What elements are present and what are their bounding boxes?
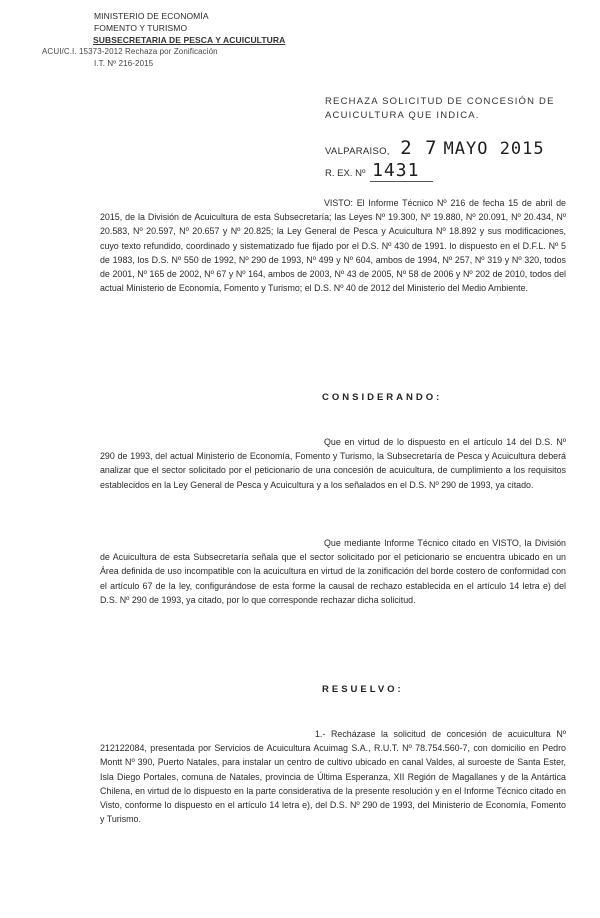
resolution-number-line <box>325 160 433 181</box>
ministry-name: MINISTERIO DE ECONOMÍA <box>94 11 209 21</box>
considerando-paragraph-2: Que mediante Informe Técnico citado en VISTO, la División de Acuicultura de esta Subsecretaría señala que el sector solicitado por el peticionario se encuentra ubicado en un Área definida de uso incompatible con la acuicultura en virtud de la zonificación del borde costero de conformidad con el artículo 67 de la ley, configurándose de esta forme la causal de rechazo establecida en el artículo 14 letra e) del D.S. Nº 290 de 1993, ya citado, por lo que corresponde rechazar dicha solicitud. <box>100 538 566 605</box>
date-month-year: MAYO 2015 <box>443 139 545 159</box>
technical-report-ref: I.T. Nº 216-2015 <box>94 59 154 68</box>
file-reference: ACUI/C.I. 15373-2012 Rechaza por Zonificación <box>42 47 218 56</box>
date-stamp <box>400 139 544 159</box>
resolution-prefix: R. EX. Nº <box>325 168 366 179</box>
resolution-subject: RECHAZA SOLICITUD DE CONCESIÓN DE ACUICULTURA QUE INDICA. <box>325 96 555 121</box>
ministry-name-cont: FOMENTO Y TURISMO <box>94 23 188 33</box>
subsecretaria-name: SUBSECRETARIA DE PESCA Y ACUICULTURA <box>93 35 286 45</box>
considerando-heading: CONSIDERANDO: <box>322 392 443 403</box>
date-place: VALPARAISO, <box>325 146 390 157</box>
date-day: 2 7 <box>400 137 438 159</box>
visto-paragraph: VISTO: El Informe Técnico Nº 216 de fecha 15 de abril de 2015, de la División de Acuicultura de esta Subsecretaría; las Leyes Nº 19.300, Nº 19.880, Nº 20.091, Nº 20.434, Nº 20.583, Nº 20.597, Nº 20.657 y Nº 20.825; la Ley General de Pesca y Acuicultura Nº 18.892 y sus modificaciones, cuyo texto refundido, coordinado y sistematizado fue fijado por el D.S. Nº 430 de 1991. lo dispuesto en el D.F.L. Nº 5 de 1983, los D.S. Nº 550 de 1992, Nº 290 de 1993, Nº 499 y Nº 604, ambos de 1994, Nº 257, Nº 319 y Nº 320, todos de 2001, Nº 165 de 2002, Nº 67 y Nº 164, ambos de 2003, Nº 43 de 2005, Nº 58 de 2006 y Nº 202 de 2010, todos del actual Ministerio de Economía, Fomento y Turismo; el D.S. Nº 40 de 2012 del Ministerio del Medio Ambiente. <box>100 198 566 294</box>
letterhead <box>36 10 286 70</box>
date-line <box>325 137 545 159</box>
considerando-paragraph-1: Que en virtud de lo dispuesto en el artículo 14 del D.S. Nº 290 de 1993, del actual Ministerio de Economía, Fomento y Turismo, la Subsecretaría de Pesca y Acuicultura deberá analizar que el sector solicitado por el peticionario de una concesión de acuicultura, de cumplimiento a los requisitos establecidos en la Ley General de Pesca y Acuicultura y a los señalados en el D.S. Nº 290 de 1993, ya citado. <box>100 437 566 490</box>
resuelvo-heading: RESUELVO: <box>322 684 404 695</box>
resolution-number: 1431 <box>370 160 433 182</box>
resuelvo-paragraph-1: 1.- Recházase la solicitud de concesión de acuicultura Nº 212122084, presentada por Servicios de Acuicultura Acuimag S.A., R.U.T. Nº 78.754.560-7, con domicilio en Pedro Montt Nº 390, Puerto Natales, para instalar un centro de cultivo ubicado en canal Valdes, al suroeste de Santa Ester, Isla Diego Portales, comuna de Natales, provincia de Última Esperanza, XII Región de Magallanes y de la Antártica Chilena, en virtud de lo dispuesto en la parte considerativa de la presente resolución y en el Informe Técnico citado en Visto, conforme lo dispuesto en el artículo 14 letra e), del D.S. Nº 290 de 1993, del Ministerio de Economía, Fomento y Turismo. <box>100 729 566 825</box>
